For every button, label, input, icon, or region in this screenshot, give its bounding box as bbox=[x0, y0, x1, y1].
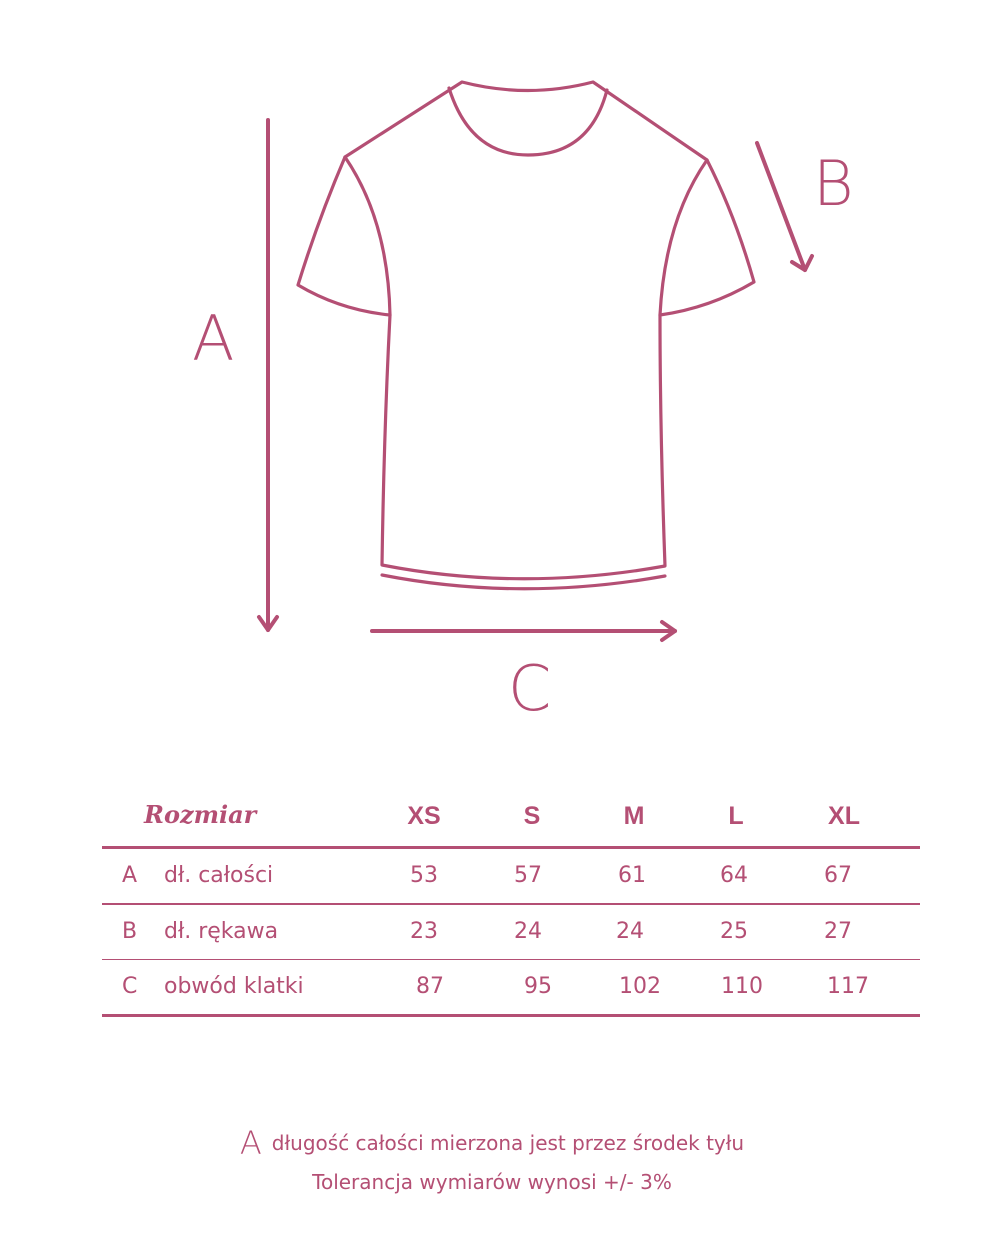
table-cell: 87 bbox=[416, 974, 444, 999]
row-label: dł. całości bbox=[164, 863, 274, 888]
table-cell: 102 bbox=[619, 974, 661, 999]
tshirt-left-sleeve-seam bbox=[345, 157, 390, 315]
table-cell: 57 bbox=[514, 863, 542, 888]
size-xs: XS bbox=[407, 802, 441, 830]
measurement-note bbox=[0, 1124, 984, 1162]
size-table bbox=[102, 790, 920, 1017]
table-cell: 24 bbox=[514, 918, 542, 944]
size-l: L bbox=[728, 802, 744, 830]
tolerance-note: Tolerancja wymiarów wynosi +/- 3% bbox=[312, 1170, 672, 1194]
table-rule-bottom bbox=[102, 1014, 920, 1017]
tshirt-right-sleeve-seam bbox=[660, 160, 707, 315]
table-row bbox=[102, 905, 920, 959]
table-cell: 67 bbox=[824, 863, 852, 888]
row-key: A bbox=[122, 863, 138, 888]
tshirt-collar bbox=[449, 88, 607, 155]
row-label: obwód klatki bbox=[164, 974, 304, 999]
size-xl: XL bbox=[828, 802, 860, 830]
table-cell: 24 bbox=[616, 918, 644, 944]
table-cell: 117 bbox=[827, 974, 869, 999]
table-row bbox=[102, 849, 920, 903]
arrow-b bbox=[757, 143, 812, 270]
table-row bbox=[102, 960, 920, 1014]
table-cell: 25 bbox=[720, 918, 748, 944]
table-cell: 27 bbox=[824, 918, 852, 944]
arrow-a bbox=[259, 120, 277, 630]
size-header-label: Rozmiar bbox=[144, 800, 257, 829]
table-cell: 64 bbox=[720, 863, 748, 888]
label-b: B bbox=[813, 147, 854, 220]
label-a: A bbox=[192, 302, 235, 375]
table-cell: 53 bbox=[410, 863, 438, 888]
size-m: M bbox=[623, 802, 645, 830]
row-key: B bbox=[122, 918, 138, 944]
tshirt-outline bbox=[298, 82, 754, 589]
row-label: dł. rękawa bbox=[164, 918, 279, 944]
table-cell: 23 bbox=[410, 918, 438, 944]
tshirt-hem bbox=[382, 575, 665, 589]
table-cell: 110 bbox=[721, 974, 763, 999]
table-cell: 61 bbox=[618, 863, 646, 888]
note-line1: długość całości mierzona jest przez środek tyłu bbox=[271, 1131, 745, 1155]
label-c: C bbox=[508, 652, 552, 725]
size-table-header bbox=[102, 790, 920, 846]
note-letter: A bbox=[239, 1124, 262, 1162]
row-key: C bbox=[122, 974, 138, 999]
table-cell: 95 bbox=[524, 974, 552, 999]
arrow-c bbox=[372, 622, 675, 640]
size-s: S bbox=[523, 802, 541, 830]
